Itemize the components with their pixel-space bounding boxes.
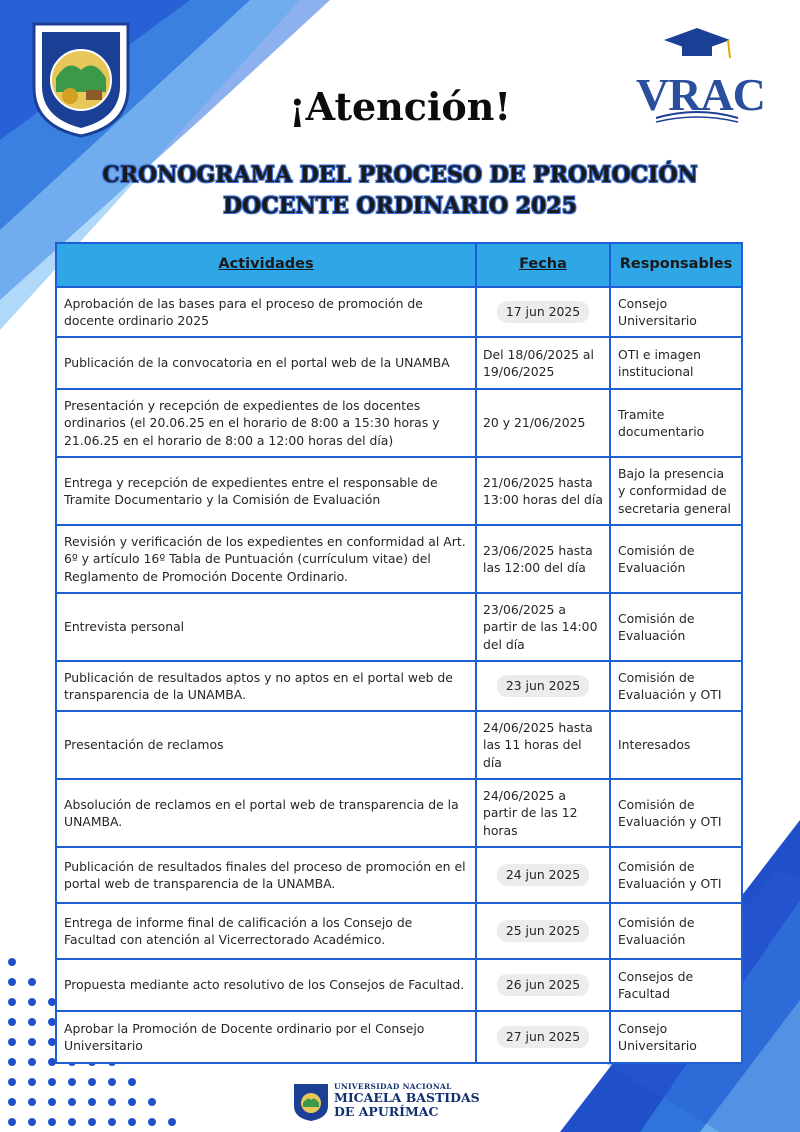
table-row bbox=[56, 287, 742, 337]
table-row bbox=[56, 661, 742, 711]
cell-actividad: Entrevista personal bbox=[56, 593, 476, 661]
cell-fecha bbox=[476, 1011, 610, 1063]
cell-responsables: Tramite documentario bbox=[610, 389, 742, 457]
table-row bbox=[56, 903, 742, 959]
header-responsables: Responsables bbox=[610, 243, 742, 287]
date-pill: 25 jun 2025 bbox=[497, 920, 589, 942]
cell-actividad: Entrega de informe final de calificación a los Consejo de Facultad con atención al Vicerrectorado Académico. bbox=[56, 903, 476, 959]
cell-fecha: 23/06/2025 a partir de las 14:00 del día bbox=[476, 593, 610, 661]
cell-responsables: Comisión de Evaluación y OTI bbox=[610, 661, 742, 711]
cell-responsables: Comisión de Evaluación y OTI bbox=[610, 847, 742, 903]
cell-fecha bbox=[476, 847, 610, 903]
table-row bbox=[56, 337, 742, 389]
cell-actividad: Entrega y recepción de expedientes entre el responsable de Tramite Documentario y la Comisión de Evaluación bbox=[56, 457, 476, 525]
date-pill: 23 jun 2025 bbox=[497, 675, 589, 697]
header-actividades: Actividades bbox=[56, 243, 476, 287]
cell-responsables: Comisión de Evaluación bbox=[610, 903, 742, 959]
cell-fecha bbox=[476, 661, 610, 711]
date-pill: 27 jun 2025 bbox=[497, 1026, 589, 1048]
subtitle-line-2: DOCENTE ORDINARIO 2025 bbox=[222, 193, 578, 219]
cell-fecha bbox=[476, 903, 610, 959]
table-row bbox=[56, 1011, 742, 1063]
cell-actividad: Presentación y recepción de expedientes de los docentes ordinarios (el 20.06.25 en el horario de 8:00 a 15:30 horas y 21.06.25 en el horario de 8:00 a 12:00 horas del día) bbox=[56, 389, 476, 457]
cell-actividad: Revisión y verificación de los expedientes en conformidad al Art. 6º y artículo 16º Tabla de Puntuación (currículum vitae) del Reglamento de Promoción Docente Ordinario. bbox=[56, 525, 476, 593]
table-row bbox=[56, 847, 742, 903]
table-header-row bbox=[56, 243, 742, 287]
footer-university-name bbox=[334, 1082, 480, 1119]
table-row bbox=[56, 711, 742, 779]
cell-fecha bbox=[476, 959, 610, 1011]
cell-actividad: Absolución de reclamos en el portal web de transparencia de la UNAMBA. bbox=[56, 779, 476, 847]
cell-responsables: Bajo la presencia y conformidad de secretaria general bbox=[610, 457, 742, 525]
cell-fecha: 23/06/2025 hasta las 12:00 del día bbox=[476, 525, 610, 593]
subtitle-line-1: CRONOGRAMA DEL PROCESO DE PROMOCIÓN bbox=[102, 162, 698, 188]
cell-responsables: Comisión de Evaluación bbox=[610, 593, 742, 661]
footer-seal-logo bbox=[292, 1082, 330, 1122]
table-row bbox=[56, 389, 742, 457]
vrac-wordmark: VRAC bbox=[636, 69, 765, 120]
cell-actividad: Propuesta mediante acto resolutivo de los Consejos de Facultad. bbox=[56, 959, 476, 1011]
date-pill: 26 jun 2025 bbox=[497, 974, 589, 996]
page-title: ¡Atención! bbox=[288, 84, 512, 129]
cell-actividad: Publicación de la convocatoria en el portal web de la UNAMBA bbox=[56, 337, 476, 389]
table-row bbox=[56, 525, 742, 593]
cell-responsables: Consejo Universitario bbox=[610, 1011, 742, 1063]
cell-responsables: Comisión de Evaluación y OTI bbox=[610, 779, 742, 847]
date-pill: 17 jun 2025 bbox=[497, 301, 589, 323]
table-row bbox=[56, 959, 742, 1011]
date-pill: 24 jun 2025 bbox=[497, 864, 589, 886]
page-subtitle bbox=[40, 160, 760, 222]
cell-actividad: Presentación de reclamos bbox=[56, 711, 476, 779]
table-row bbox=[56, 779, 742, 847]
cell-fecha bbox=[476, 287, 610, 337]
cell-responsables: Interesados bbox=[610, 711, 742, 779]
footer-line-2: MICAELA BASTIDAS bbox=[334, 1090, 480, 1105]
cell-responsables: Consejos de Facultad bbox=[610, 959, 742, 1011]
cell-actividad: Aprobar la Promoción de Docente ordinario por el Consejo Universitario bbox=[56, 1011, 476, 1063]
schedule-table bbox=[55, 242, 743, 1064]
cell-fecha: 24/06/2025 a partir de las 12 horas bbox=[476, 779, 610, 847]
table-row bbox=[56, 457, 742, 525]
cell-actividad: Publicación de resultados aptos y no aptos en el portal web de transparencia de la UNAMBA. bbox=[56, 661, 476, 711]
cell-fecha: Del 18/06/2025 al 19/06/2025 bbox=[476, 337, 610, 389]
cell-actividad: Publicación de resultados finales del proceso de promoción en el portal web de transparencia de la UNAMBA. bbox=[56, 847, 476, 903]
footer-line-1: UNIVERSIDAD NACIONAL bbox=[334, 1082, 452, 1091]
table-row bbox=[56, 593, 742, 661]
cell-fecha: 24/06/2025 hasta las 11 horas del día bbox=[476, 711, 610, 779]
cell-actividad: Aprobación de las bases para el proceso de promoción de docente ordinario 2025 bbox=[56, 287, 476, 337]
header-fecha: Fecha bbox=[476, 243, 610, 287]
cell-responsables: OTI e imagen institucional bbox=[610, 337, 742, 389]
cell-responsables: Consejo Universitario bbox=[610, 287, 742, 337]
footer-line-3: DE APURÍMAC bbox=[334, 1104, 439, 1119]
cell-fecha: 20 y 21/06/2025 bbox=[476, 389, 610, 457]
cell-responsables: Comisión de Evaluación bbox=[610, 525, 742, 593]
cell-fecha: 21/06/2025 hasta 13:00 horas del día bbox=[476, 457, 610, 525]
